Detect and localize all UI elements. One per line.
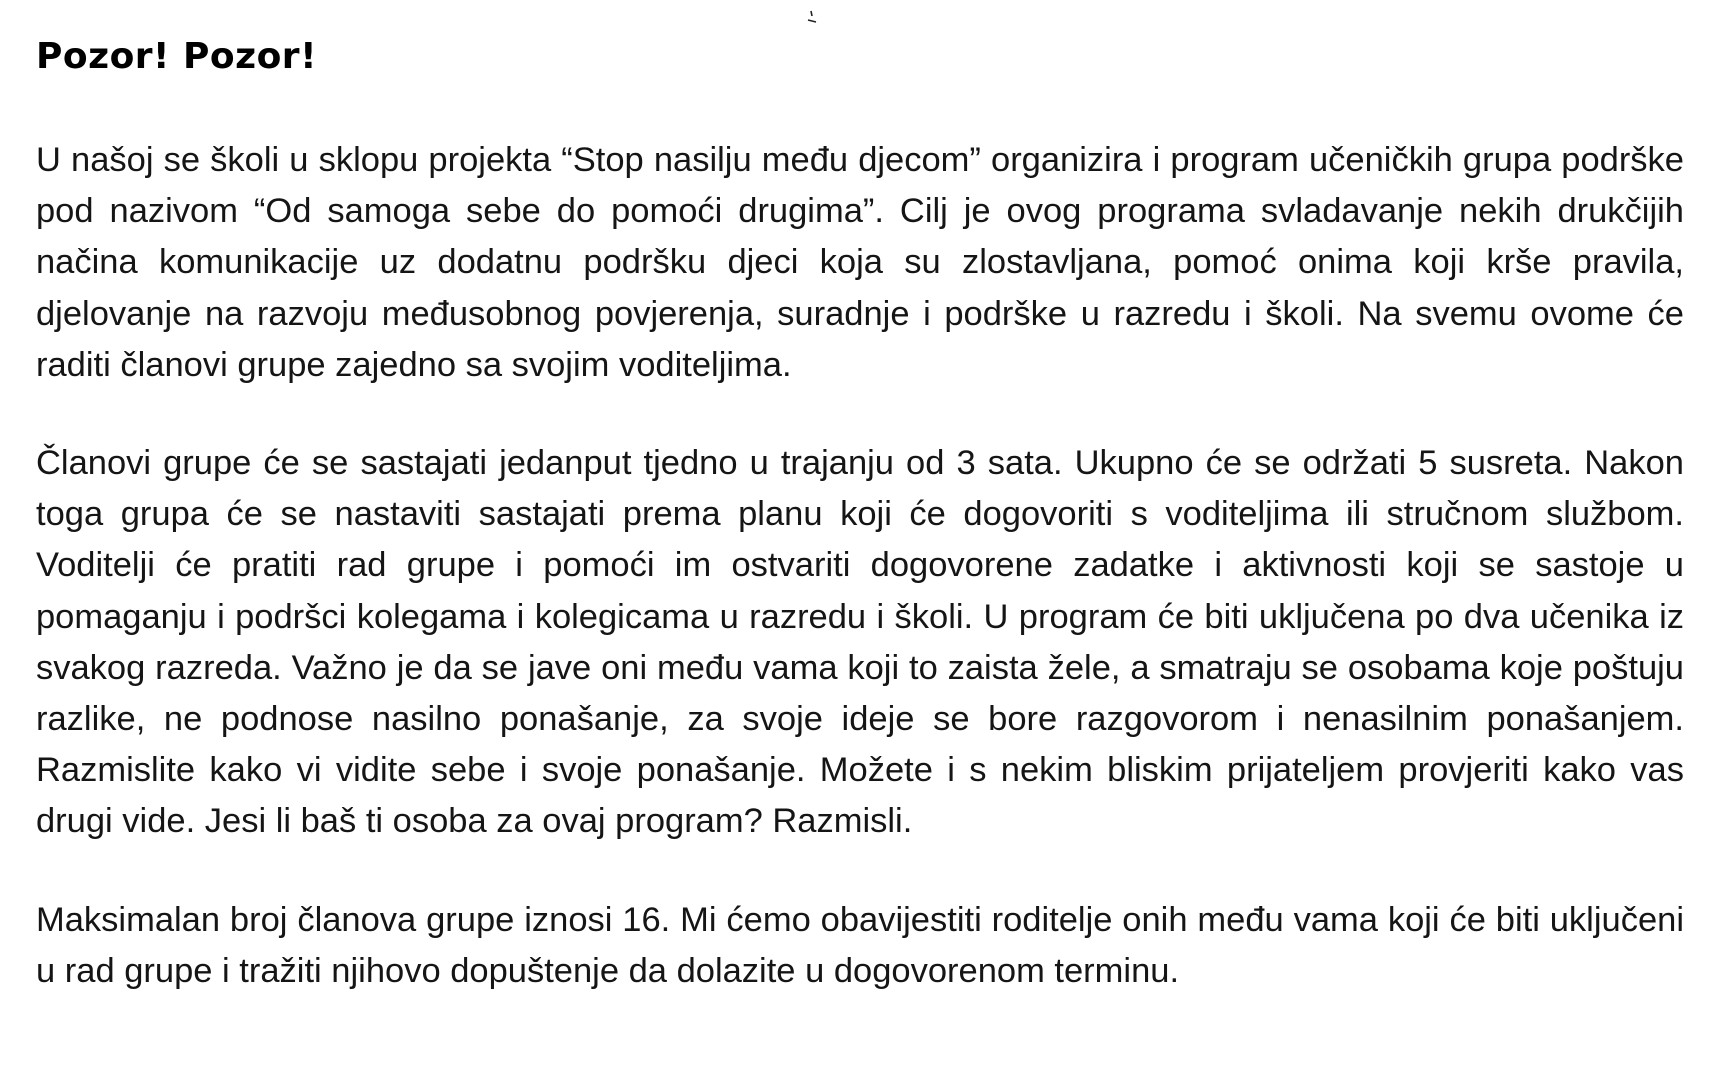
paragraph-group-size: Maksimalan broj članova grupe iznosi 16. Mi ćemo obavijestiti roditelje onih među vama koji će biti uključeni u rad grupe i tražiti njihovo dopuštenje da dolazite u dogovorenom terminu.: [36, 900, 1684, 990]
document-title: Pozor! Pozor!: [36, 36, 317, 77]
scan-speck-icon: [807, 10, 817, 24]
paragraph-group-meetings: Članovi grupe će se sastajati jedanput tjedno u trajanju od 3 sata. Ukupno će se održati 5 susreta. Nakon toga grupa će se nastaviti sastajati prema planu koji će dogovoriti s voditeljima ili stručnom službom. Voditelji će pratiti rad grupe i pomoći im ostvariti dogovorene zadatke i aktivnosti koji se sastoje u pomaganju i podršci kolegama i kolegicama u razredu i školi. U program će biti uključena po dva učenika iz svakog razreda. Važno je da se jave oni među vama koji to zaista žele, a smatraju se osobama koje poštuju razlike, ne podnose nasilno ponašanje, za svoje ideje se bore razgovorom i nenasilnim ponašanjem. Razmislite kako vi vidite sebe i svoje ponašanje. Možete i s nekim bliskim prijateljem provjeriti kako vas drugi vide. Jesi li baš ti osoba za ovaj program? Razmisli.: [36, 444, 1684, 841]
paragraph-program-intro: U našoj se školi u sklopu projekta “Stop nasilju među djecom” organizira i program učeničkih grupa podrške pod nazivom “Od samoga sebe do pomoći drugima”. Cilj je ovog programa svladavanje nekih drukčijih načina komunikacije uz dodatnu podršku djeci koja su zlostavljana, pomoć onima koji krše pravila, djelovanje na razvoju međusobnog povjerenja, suradnje i podrške u razredu i školi. Na svemu ovome će raditi članovi grupe zajedno sa svojim voditeljima.: [36, 141, 1684, 384]
document-body: [36, 135, 1684, 997]
